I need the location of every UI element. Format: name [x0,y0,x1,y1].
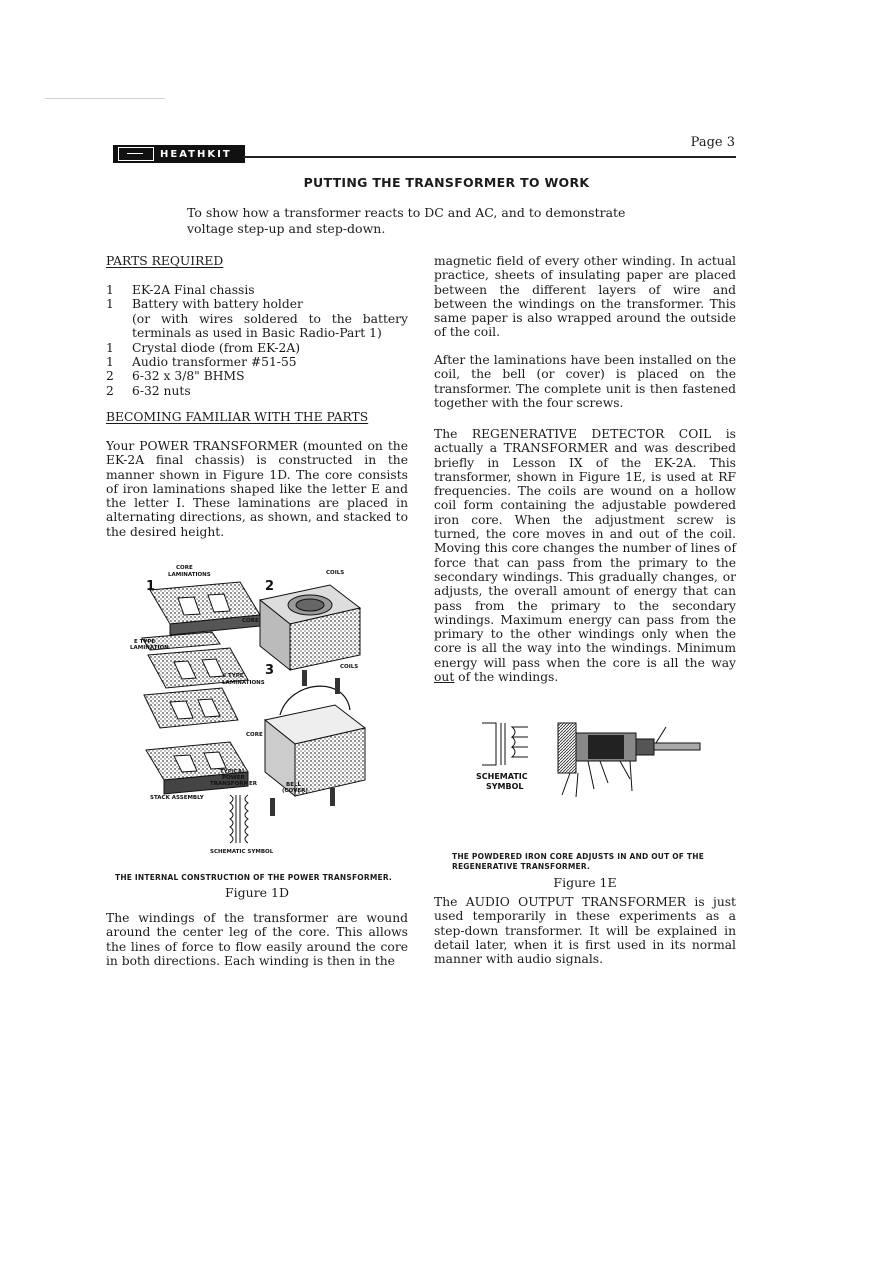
label-e-lamination: LAMINATION [130,645,169,651]
parts-required-heading: PARTS REQUIRED [106,254,224,268]
label-core: CORE [176,565,193,571]
heathkit-logo [113,145,245,163]
label-typical: TYPICAL [220,769,246,775]
figure-1d-label: Figure 1D [224,885,290,900]
label-num-3: 3 [265,663,275,678]
figure-1e-caption-line-1: THE POWDERED IRON CORE ADJUSTS IN AND OUT OF THE [452,852,705,861]
figure-1e-caption-line-2: REGENERATIVE TRANSFORMER. [452,862,591,871]
familiar-paragraph: Your POWER TRANSFORMER (mounted on the EK-2A final chassis) is constructed in the manner shown in Figure 1D. The core consists of iron laminations shaped like the letter E and the letter I. These laminations are placed in alternating directions, as shown, and stacked to the desired height. [106,439,408,539]
list-item: 2 6-32 x 3/8" BHMS [106,369,245,384]
audio-output-paragraph: The AUDIO OUTPUT TRANSFORMER is just used temporarily in these experiments as a step-down transformer. It will be explained in detail later, when it is first used in its normal manner with audio signals. [434,895,736,967]
list-item: 1 Battery with battery holder [106,297,303,312]
intro-paragraph: To show how a transformer reacts to DC and AC, and to demonstrate voltage step-up and step-down. [187,205,626,236]
label-num-1: 1 [146,579,156,594]
windings-paragraph: The windings of the transformer are wound around the center leg of the core. This allows the lines of force to flow easily around the core in both directions. Each winding is then in the [106,911,408,968]
label-transformer: TRANSFORMER [210,781,257,787]
scan-artifact-line [45,98,165,99]
label-schematic-symbol: SCHEMATIC SYMBOL [210,849,274,855]
right-paragraph-2: After the laminations have been installed on the coil, the bell (or cover) is placed on the transformer. The complete unit is then fastened together with the four screws. [434,353,736,410]
label-i-laminations: LAMINATIONS [222,680,265,686]
familiar-heading: BECOMING FAMILIAR WITH THE PARTS [106,410,369,424]
logo-emblem-icon [118,147,154,161]
typical-power-transformer [265,670,365,816]
figure-1e-label: Figure 1E [553,875,617,890]
e-lamination-top [150,582,260,635]
schematic-symbol-1e [482,723,528,765]
label-num-2: 2 [265,579,275,594]
figure-1e-illustration [470,715,720,805]
label-core-mid: CORE [242,618,259,624]
label-core-lower: CORE [246,732,263,738]
e-lamination-lower [144,688,238,728]
label-bell: BELL [286,782,301,788]
label-i-type: I TYPE [224,673,244,679]
label-cover: (COVER) [282,788,308,794]
figure-1d-caption: THE INTERNAL CONSTRUCTION OF THE POWER TRANSFORMER. [115,873,392,882]
label-symbol-1e: SYMBOL [486,782,524,791]
label-stack-assembly: STACK ASSEMBLY [150,795,204,801]
header-rule [243,156,736,158]
label-power: POWER [222,775,245,781]
label-e-type: E TYPE [134,639,156,645]
logo-text: HEATHKIT [160,148,232,160]
label-schematic-1e: SCHEMATIC [476,772,528,781]
core-with-coils [260,585,360,670]
parts-list [106,283,408,398]
page-number: Page 3 [690,135,735,150]
list-item: 2 6-32 nuts [106,383,191,398]
list-item: 1 Audio transformer #51-55 [106,355,297,370]
regenerative-coil [558,723,700,797]
label-laminations: LAMINATIONS [168,572,211,578]
label-coils-top: COILS [326,570,345,576]
figure-1d-illustration [130,560,400,860]
right-paragraph-1: magnetic field of every other winding. In actual practice, sheets of insulating paper are placed between the different layers of wire and between the windings on the transformer. This same paper is also wrapped around the outside of the coil. [434,254,736,340]
page-title: PUTTING THE TRANSFORMER TO WORK [303,175,590,190]
right-paragraph-3: The REGENERATIVE DETECTOR COIL is actually a TRANSFORMER and was described briefly in Lesson IX of the EK-2A. This transformer, shown in Figure 1E, is used at RF frequencies. The coils are wound on a hollow coil form containing the adjustable powdered iron core. When the adjustment screw is turned, the core moves in and out of the coil. Moving this core changes the number of lines of force that can pass from the primary to the secondary windings. This gradually changes, or adjusts, the overall amount of energy that can pass from the primary to the secondary windings. Maximum energy can pass from the primary to the other windings only when the core is all the way into the windings. Minimum energy will pass when the core is all the way out of the windings. [434,427,736,685]
schematic-symbol [230,795,248,843]
list-item: (or with wires soldered to the battery terminals as used in Basic Radio-Part 1) [132,311,408,341]
label-coils-right: COILS [340,664,359,670]
list-item: 1 EK-2A Final chassis [106,283,255,297]
list-item: 1 Crystal diode (from EK-2A) [106,340,301,355]
